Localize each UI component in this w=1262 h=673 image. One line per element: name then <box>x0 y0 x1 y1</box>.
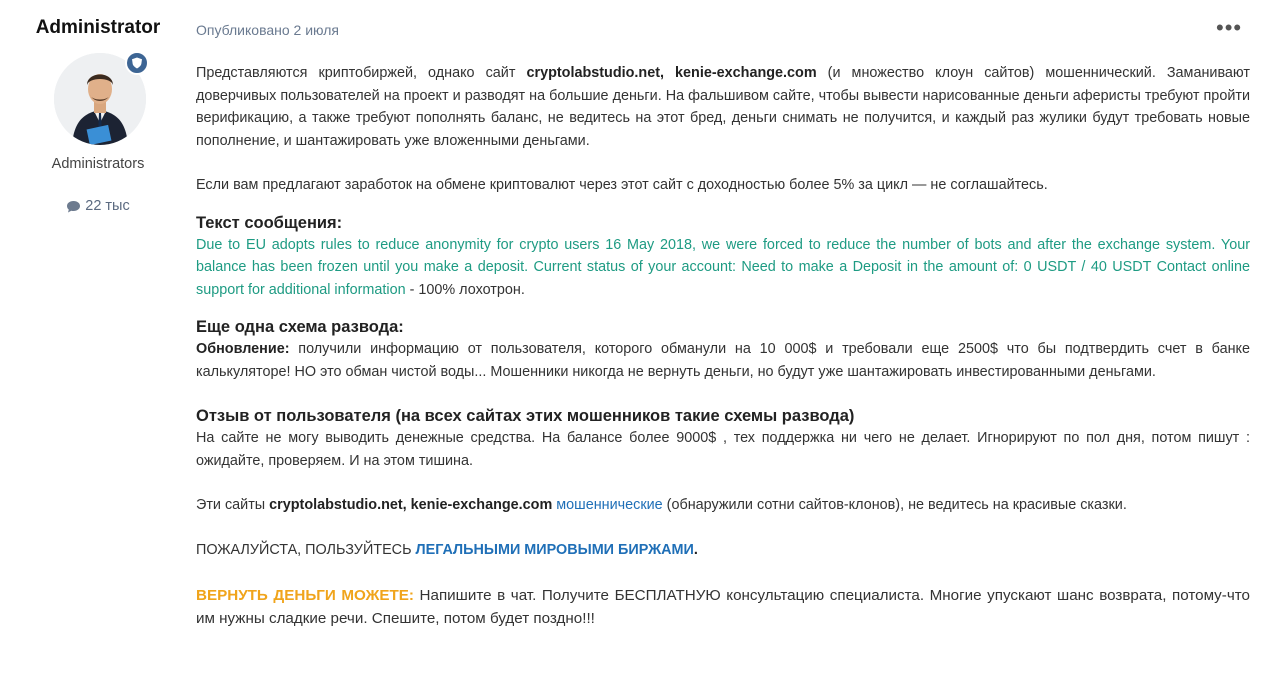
avatar-container[interactable] <box>54 53 146 145</box>
paragraph-review: На сайте не могу выводить денежные средства. На балансе более 9000$ , тех поддержка ни чего не делает. Игнорируют по пол дня, потом пишут : ожидайте, проверяем. И на этом тишина. <box>196 430 1250 469</box>
author-group: Administrators <box>51 156 145 172</box>
more-options-icon[interactable]: ••• <box>1216 15 1243 40</box>
paragraph-intro: Представляются криптобиржей, однако сайт cryptolabstudio.net, kenie-exchange.com (и множество клоун сайтов) мошеннический. Заманивают доверчивых пользователей на проект и разводят на большие деньги. На фальшивом сайте, чтобы вывести нарисованные деньги аферисты требуют пройти верификацию, а также требуют пополнять баланс, не ведитесь на этот бред, деньги снимать не получится, и каждый раз жулики будут требовать новые пополнение, и шантажировать уже вложенными деньгами. <box>196 65 1250 149</box>
scam-link[interactable]: мошеннические <box>556 497 663 513</box>
paragraph-update: Обновление: получили информацию от пользователя, которого обманули на 10 000$ и требовали еще 2500$ что бы подтвердить счет в банке калькуляторе! НО это обман чистой воды... Мошенники никогда не вернуть деньги, но будут уже шантажировать инвестированными деньгами. <box>196 341 1250 380</box>
shield-icon <box>131 57 143 69</box>
heading-review: Отзыв от пользователя (на всех сайтах этих мошенников такие схемы развода) <box>196 407 855 425</box>
heading-scheme: Еще одна схема развода: <box>196 318 404 336</box>
admin-badge <box>125 51 149 75</box>
author-name[interactable]: Administrator <box>35 17 161 38</box>
paragraph-legal: ПОЖАЛУЙСТА, ПОЛЬЗУЙТЕСЬ ЛЕГАЛЬНЫМИ МИРОВЫМИ БИРЖАМИ. <box>196 541 698 558</box>
post-count-value: 22 тыс <box>85 198 130 214</box>
comment-icon <box>66 200 81 213</box>
paragraph-warning: Если вам предлагают заработок на обмене криптовалют через этот сайт с доходностью более 5% за цикл — не соглашайтесь. <box>196 177 1048 193</box>
paragraph-sites: Эти сайты cryptolabstudio.net, kenie-exchange.com мошеннические (обнаружили сотни сайтов-клонов), не ведитесь на красивые сказки. <box>196 497 1127 513</box>
legal-exchanges-link[interactable]: ЛЕГАЛЬНЫМИ МИРОВЫМИ БИРЖАМИ <box>415 541 694 558</box>
heading-message: Текст сообщения: <box>196 213 343 232</box>
paragraph-refund: ВЕРНУТЬ ДЕНЬГИ МОЖЕТЕ: Напишите в чат. Получите БЕСПЛАТНУЮ консультацию специалиста. Многие упускают шанс возврата, потому-что им нужны сладкие речи. Спешите, потом будет поздно!!! <box>196 587 1250 627</box>
post-content <box>196 62 1250 630</box>
paragraph-message: Due to EU adopts rules to reduce anonymity for crypto users 16 May 2018, we were forced to reduce the number of bots and after the exchange system. Your balance has been frozen until you make a deposit. Current status of your account: Need to make a Deposit in the amount of: 0 USDT / 40 USDT Contact online support for additional information - 100% лохотрон. <box>196 236 1250 298</box>
post-count <box>0 198 196 214</box>
post-date[interactable]: Опубликовано 2 июля <box>196 22 339 38</box>
